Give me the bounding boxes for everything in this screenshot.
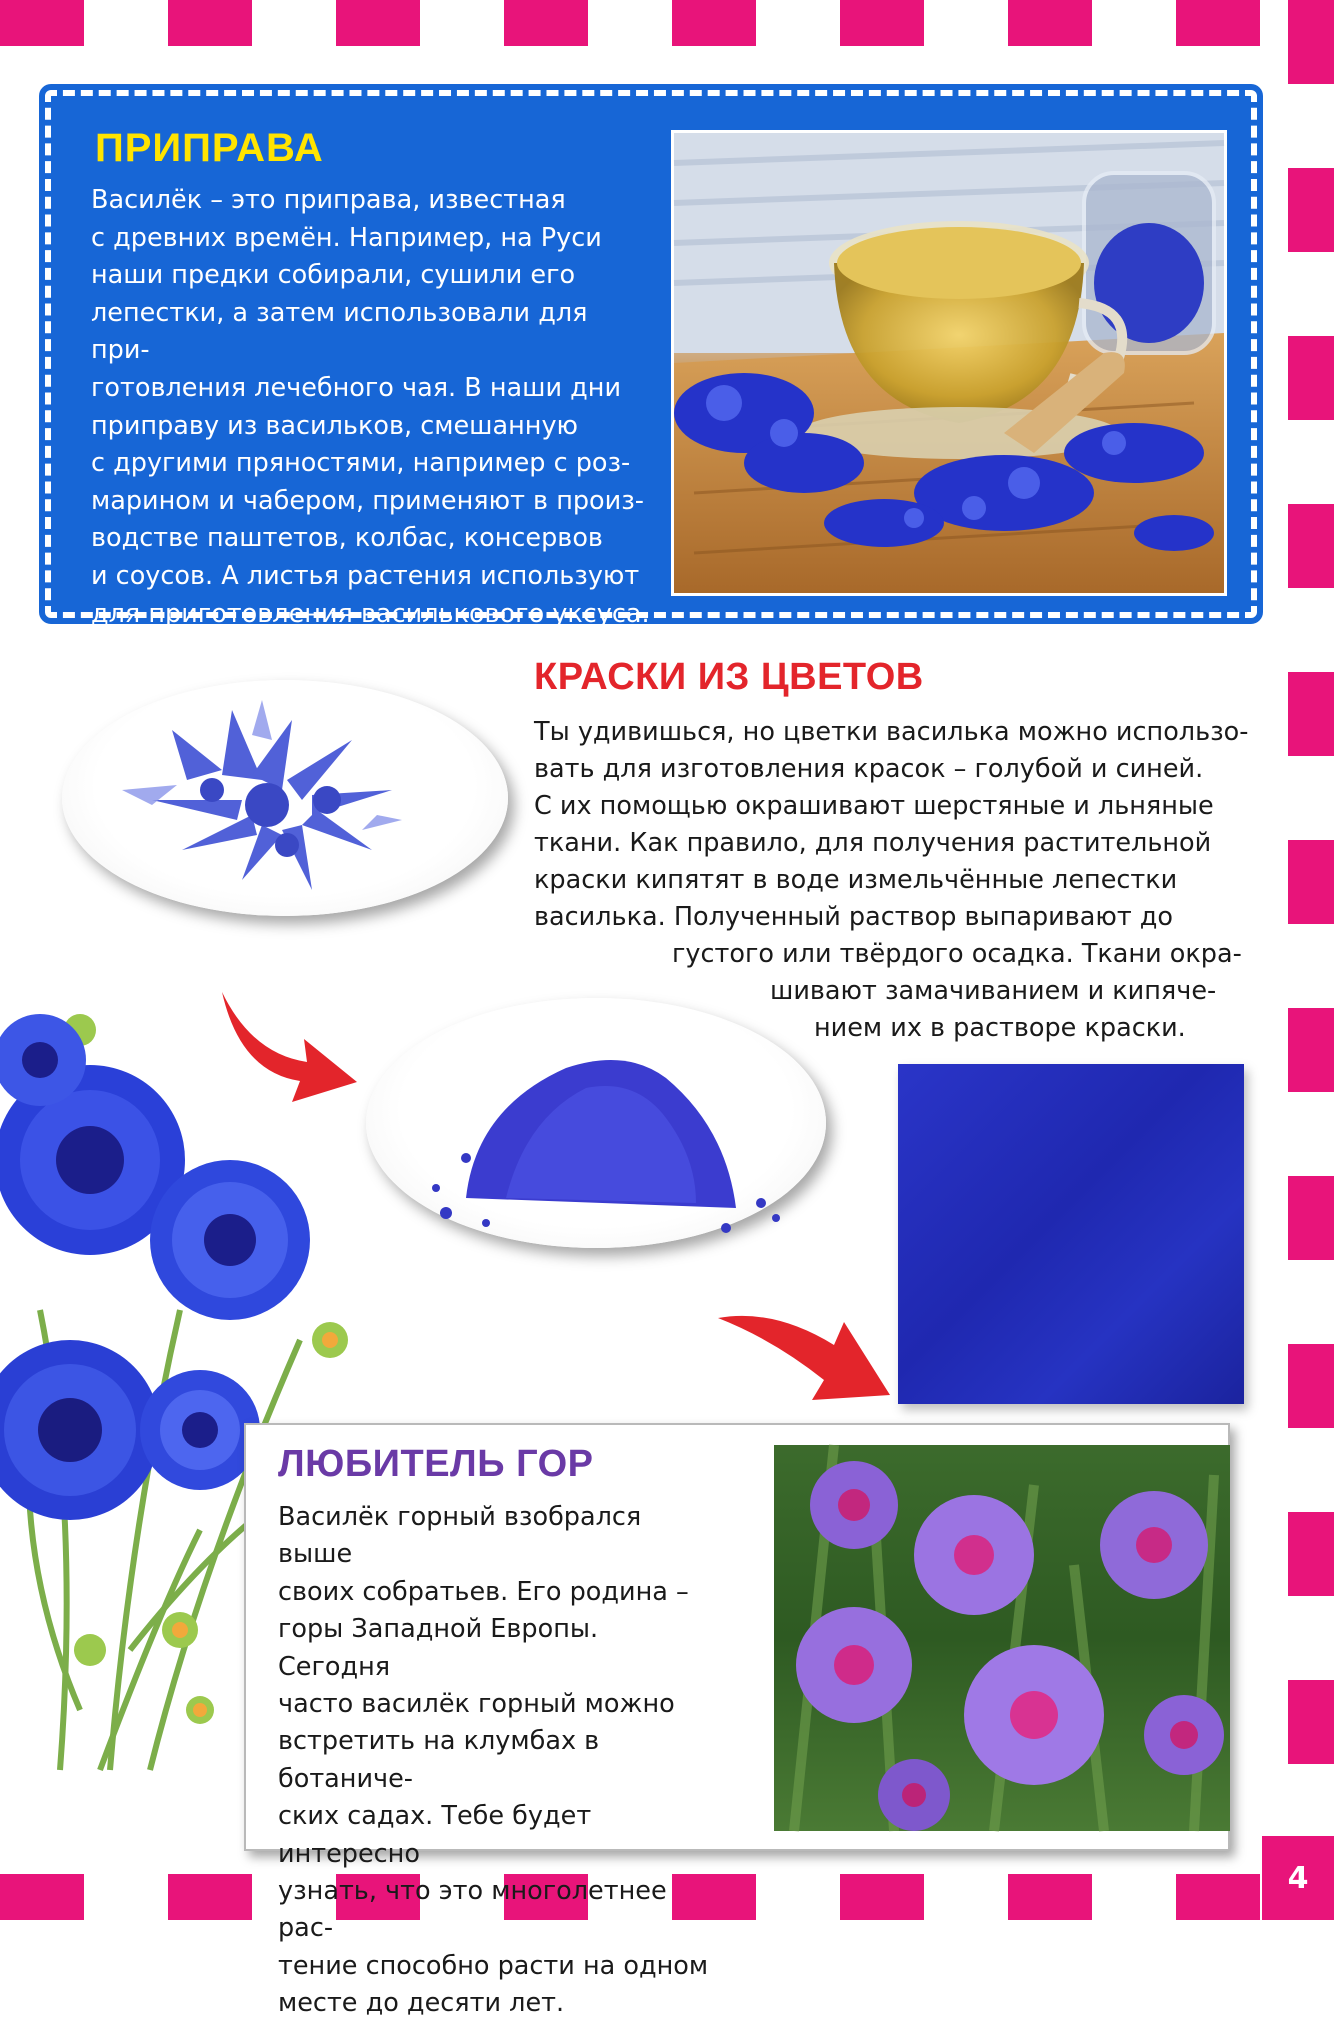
right-checker-border — [1288, 0, 1334, 1920]
dyes-text-line: вать для изготовления красок – голубой и синей. — [534, 754, 1204, 784]
dyes-text-line: нием их в растворе краски. — [814, 1013, 1186, 1043]
blue-pigment-illustration — [366, 998, 826, 1248]
mountain-cornflower-photo — [774, 1445, 1230, 1831]
blue-dyed-cloth — [898, 1064, 1244, 1404]
mountain-title: ЛЮБИТЕЛЬ ГОР — [278, 1443, 594, 1485]
spice-panel — [45, 90, 1257, 629]
dyes-title: КРАСКИ ИЗ ЦВЕТОВ — [534, 656, 924, 698]
tea-with-cornflowers-photo — [671, 130, 1227, 596]
dyes-text-line: С их помощью окрашивают шерстяные и льняные — [534, 791, 1214, 821]
dyes-text-line: ткани. Как правило, для получения растительной — [534, 828, 1212, 858]
mountain-cornflower-illustration — [774, 1445, 1230, 1831]
mountain-text: Василёк горный взобрался выше своих собратьев. Его родина – горы Западной Европы. Сегодня часто василёк горный можно встретить на клумбах в ботаниче- ских садах. Тебе будет интересно узнать, что это многолетнее рас- тение способно расти на одном месте до десяти лет. — [278, 1502, 709, 2019]
page-number: 4 — [1262, 1836, 1334, 1920]
dyes-text-line: Ты удивишься, но цветки василька можно использо- — [534, 717, 1249, 747]
dyes-text-line: василька. Полученный раствор выпаривают до — [534, 902, 1174, 932]
dried-cornflowers-oval — [62, 680, 508, 916]
spice-title: ПРИПРАВА — [95, 126, 324, 170]
dyes-text-line: густого или твёрдого осадка. Ткани окра- — [672, 939, 1242, 969]
spice-text: Василёк – это приправа, известная с древних времён. Например, на Руси наши предки собирали, сушили его лепестки, а затем использовали для при- готовления лечебного чая. В наши дни приправу из васильков, смешанную с другими пряностями, например с роз- марином и чабером, применяют в произ- водстве паштетов, колбас, консервов и соусов. А листья растения используют для приготовления василькового уксуса. — [91, 185, 650, 629]
mountain-cornflower-box — [244, 1423, 1230, 2019]
blue-pigment-oval — [366, 998, 826, 1248]
red-arrow-icon — [714, 1300, 894, 1410]
dyes-text-line: шивают замачиванием и кипяче- — [770, 976, 1217, 1006]
top-checker-border — [0, 0, 1334, 46]
dried-cornflowers-illustration — [62, 680, 508, 916]
dyes-text-line: краски кипятят в воде измельчённые лепестки — [534, 865, 1178, 895]
tea-photo-illustration — [674, 133, 1224, 593]
